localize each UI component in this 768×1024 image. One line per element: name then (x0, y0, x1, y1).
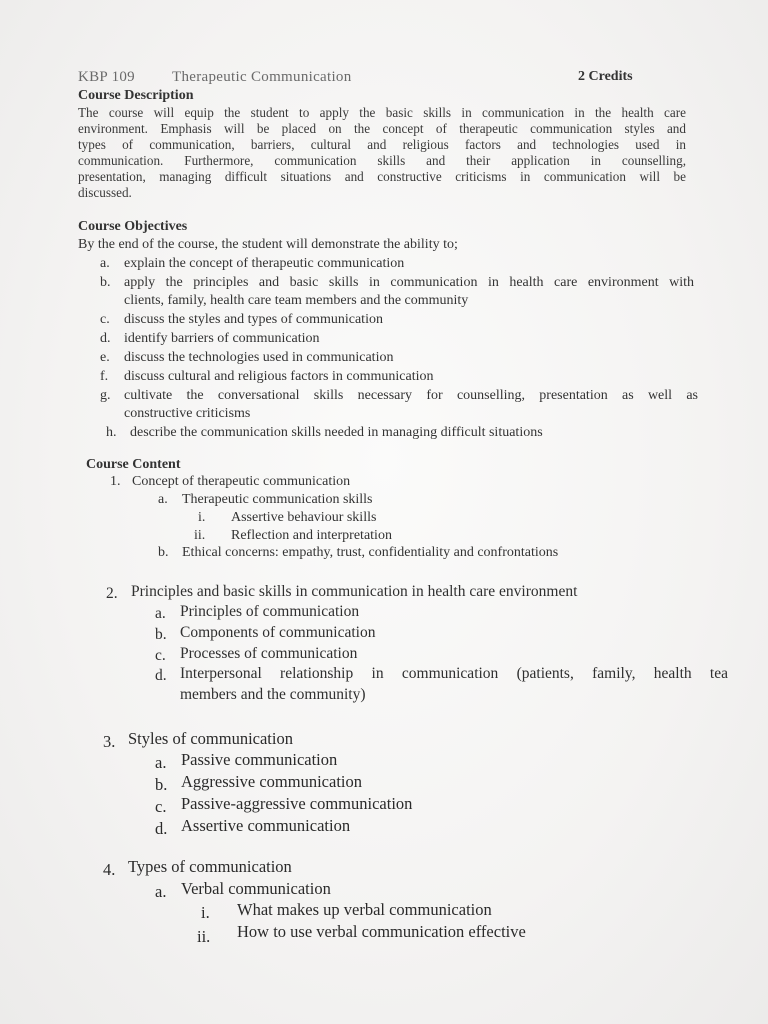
subsub-text: What makes up verbal communication (237, 900, 492, 919)
subsub-marker: ii. (197, 927, 211, 946)
subtopic-text: Interpersonal relationship in communication (patients, family, health tea (180, 666, 728, 682)
objective-text: discuss the technologies used in communication (124, 350, 394, 365)
course-credits: 2 Credits (578, 69, 633, 84)
subtopic-marker: a. (158, 492, 168, 507)
subsub-text: How to use verbal communication effective (237, 922, 526, 941)
subtopic-marker: a. (155, 882, 167, 901)
objective-marker: d. (100, 331, 111, 346)
subtopic-marker: c. (155, 647, 166, 664)
subtopic-text: Verbal communication (181, 879, 331, 898)
subtopic-text: Assertive communication (181, 816, 351, 835)
description-line: environment. Emphasis will be placed on the concept of therapeutic communication styles and (78, 121, 686, 136)
subtopic-text: Aggressive communication (181, 772, 363, 791)
subtopic-text: Passive communication (181, 750, 338, 769)
subsub-text: Reflection and interpretation (231, 528, 392, 543)
objectives-heading: Course Objectives (78, 219, 188, 234)
objective-text: discuss cultural and religious factors in communication (124, 369, 434, 384)
topic-marker: 2. (106, 585, 118, 602)
subtopic-marker: b. (158, 545, 169, 560)
objective-marker: c. (100, 312, 110, 327)
subtopic-marker: b. (155, 775, 168, 794)
description-line: presentation, managing difficult situations and constructive criticisms in communication will be (78, 169, 686, 184)
subtopic-text: Therapeutic communication skills (182, 492, 373, 507)
subtopic-marker: c. (155, 797, 167, 816)
objective-marker: b. (100, 275, 111, 290)
content-heading: Course Content (86, 457, 181, 472)
subtopic-marker: b. (155, 626, 167, 643)
objectives-intro: By the end of the course, the student will demonstrate the ability to; (78, 237, 458, 252)
objective-marker: e. (100, 350, 110, 365)
topic-marker: 1. (110, 474, 121, 489)
subsub-marker: i. (201, 903, 210, 922)
objective-text: cultivate the conversational skills necessary for counselling, presentation as well as (124, 388, 698, 403)
objective-text: identify barriers of communication (124, 331, 320, 346)
subtopic-marker: d. (155, 667, 167, 684)
objective-marker: f. (100, 369, 109, 384)
description-line: communication. Furthermore, communication skills and their application in counselling, (78, 153, 686, 168)
subtopic-text: Components of communication (180, 624, 376, 641)
objective-text: describe the communication skills needed in managing difficult situations (130, 425, 543, 440)
topic-title: Styles of communication (128, 729, 293, 748)
description-line: The course will equip the student to apply the basic skills in communication in the health care (78, 105, 686, 120)
subtopic-marker: a. (155, 753, 167, 772)
subtopic-marker: d. (155, 819, 168, 838)
course-code: KBP 109 (78, 69, 135, 85)
topic-title: Concept of therapeutic communication (132, 474, 351, 489)
topic-title: Principles and basic skills in communication in health care environment (131, 583, 578, 600)
topic-marker: 4. (103, 860, 116, 879)
objective-text: clients, family, health care team members and the community (124, 293, 469, 308)
topic-title: Types of communication (128, 857, 292, 876)
subtopic-text: Ethical concerns: empathy, trust, confidentiality and confrontations (182, 545, 559, 560)
description-line: discussed. (78, 185, 132, 200)
objective-text: explain the concept of therapeutic communication (124, 256, 405, 271)
subtopic-text: Passive-aggressive communication (181, 794, 413, 813)
objective-text: apply the principles and basic skills in communication in health care environment with (124, 275, 694, 290)
subtopic-marker: a. (155, 605, 166, 622)
topic-marker: 3. (103, 732, 116, 751)
subtopic-text: Principles of communication (180, 603, 360, 620)
subtopic-text: Processes of communication (180, 645, 358, 662)
subsub-text: Assertive behaviour skills (231, 510, 377, 525)
objective-marker: g. (100, 388, 111, 403)
objective-text: discuss the styles and types of communication (124, 312, 383, 327)
description-heading: Course Description (78, 88, 194, 103)
subtopic-text: members and the community) (180, 686, 366, 703)
objective-marker: h. (106, 425, 117, 440)
subsub-marker: i. (198, 510, 206, 525)
objective-marker: a. (100, 256, 110, 271)
description-line: types of communication, barriers, cultural and religious factors and technologies used in (78, 137, 686, 152)
course-title: Therapeutic Communication (172, 69, 352, 85)
objective-text: constructive criticisms (124, 406, 251, 421)
subsub-marker: ii. (194, 528, 206, 543)
